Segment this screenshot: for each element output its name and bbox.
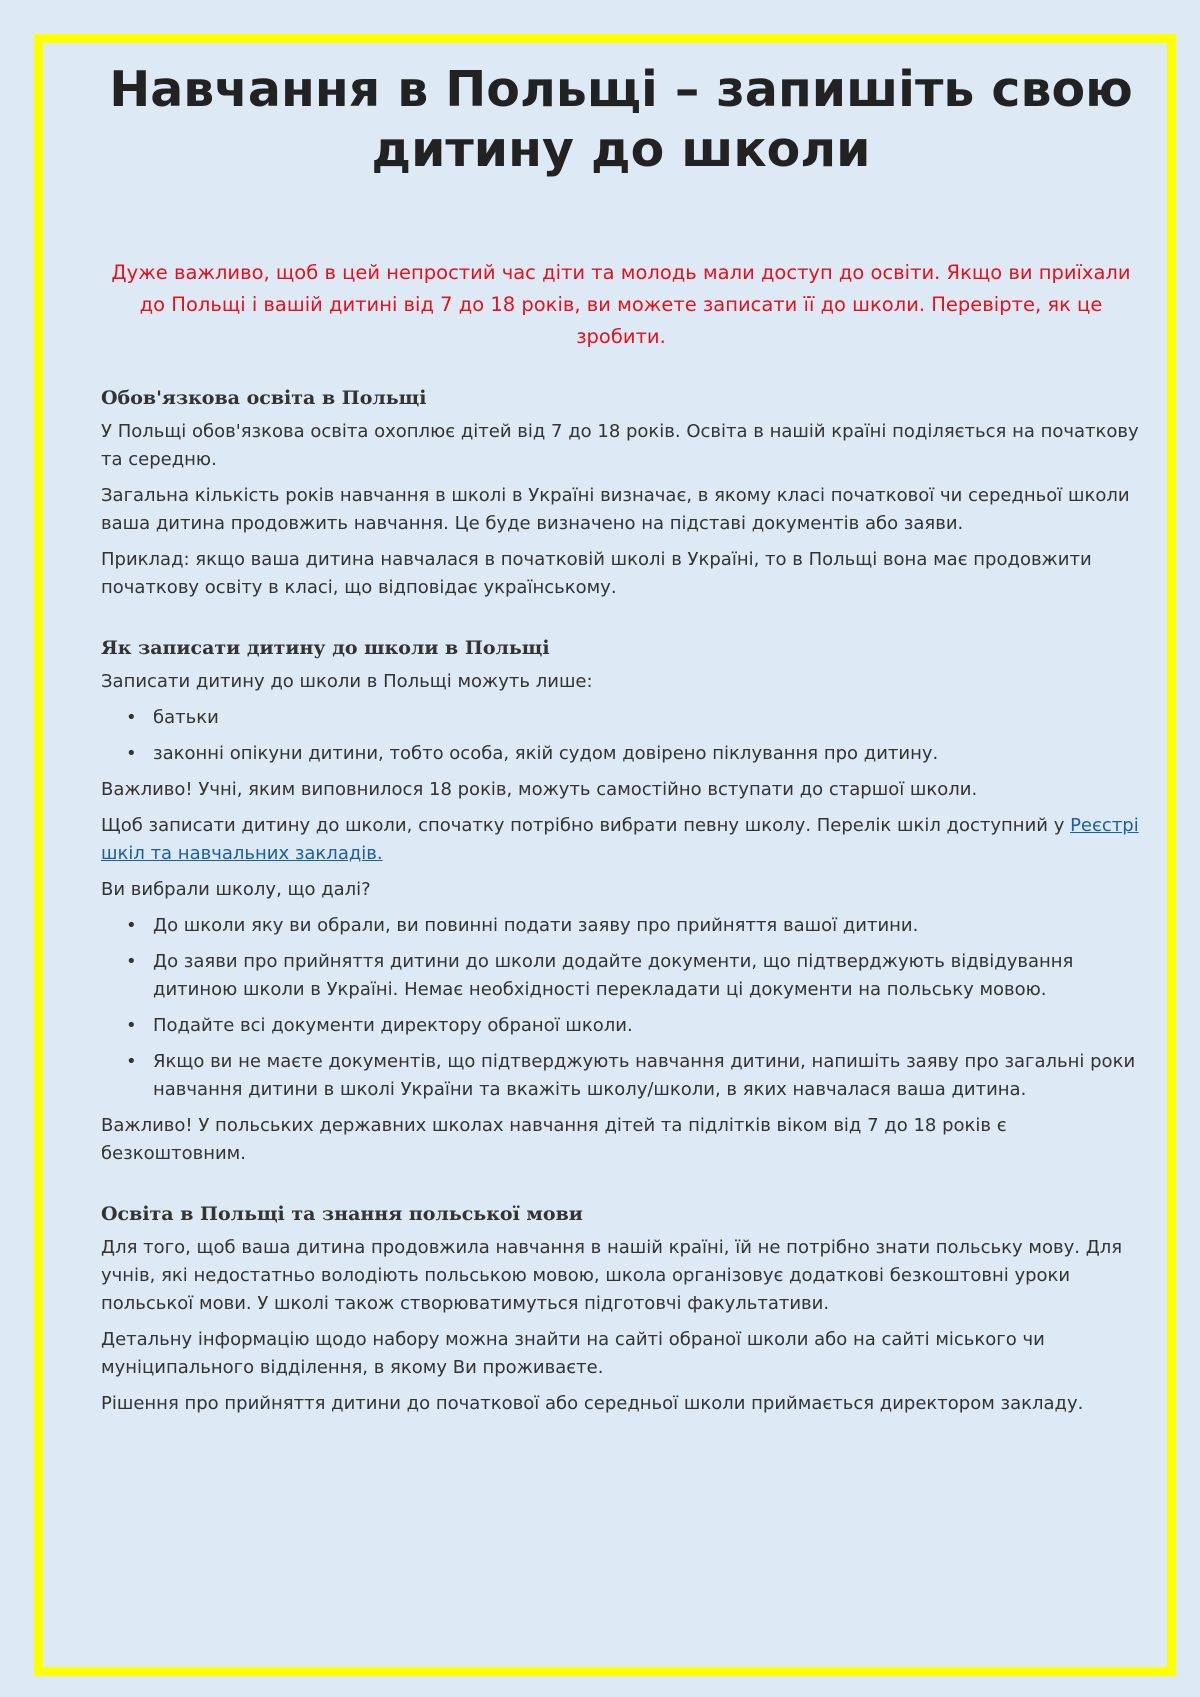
choose-school-paragraph: Щоб записати дитину до школи, спочатку потрібно вибрати певну школу. Перелік шкіл доступний у Реєстрі шкіл та навчальних закладів. xyxy=(101,815,1139,864)
bullet-icon: • xyxy=(126,951,137,972)
important-age-note: Важливо! Учні, яким виповнилося 18 років, можуть самостійно вступати до старшої школи. xyxy=(101,779,978,800)
bullet-icon: • xyxy=(126,915,137,936)
bullet-icon: • xyxy=(126,743,137,764)
schools-registry-link[interactable]: Реєстрі шкіл та навчальних закладів. xyxy=(101,815,1139,864)
bullet-icon: • xyxy=(126,1051,137,1072)
compulsory-education-paragraph: У Польщі обов'язкова освіта охоплює дітей від 7 до 18 років. Освіта в нашій країні поділяється на початкову та середню. xyxy=(101,421,1139,470)
list-item: • До заяви про прийняття дитини до школи додайте документи, що підтверджують відвідування дитиною школи в Україні. Немає необхідності перекладати ці документи на польську мовою. xyxy=(101,948,1141,1004)
list-item: • Подайте всі документи директору обраної школи. xyxy=(101,1012,1141,1040)
list-item: • батьки xyxy=(101,704,1141,732)
page-title: Навчання в Польщі – запишіть свою дитину до школи xyxy=(109,61,1133,178)
lead-paragraph: Дуже важливо, щоб в цей непростий час діти та молодь мали доступ до освіти. Якщо ви приїхали до Польщі і вашій дитині від 7 до 18 років, ви можете записати її до школи. Перевірте, як це зробити. xyxy=(111,261,1131,348)
list-item: • До школи яку ви обрали, ви повинні подати заяву про прийняття вашої дитини. xyxy=(101,912,1141,940)
years-of-study-paragraph: Загальна кількість років навчання в школі в Україні визначає, в якому класі початкової чи середньої школи ваша дитина продовжить навчання. Це буде визначено на підставі документів або заяви. xyxy=(101,485,1130,534)
important-free-education-note: Важливо! У польських державних школах навчання дітей та підлітків віком від 7 до 18 років є безкоштовним. xyxy=(101,1115,1007,1164)
section-heading-polish-language: Освіта в Польщі та знання польської мови xyxy=(101,1203,583,1225)
enrollment-info-paragraph: Детальну інформацію щодо набору можна знайти на сайті обраної школи або на сайті міського чи муніципального відділення, в якому Ви проживаєте. xyxy=(101,1329,1045,1378)
next-steps-list xyxy=(101,912,1141,1104)
admission-decision-paragraph: Рішення про прийняття дитини до початкової або середньої школи приймається директором закладу. xyxy=(101,1393,1084,1414)
section-heading-compulsory-education: Обов'язкова освіта в Польщі xyxy=(101,387,427,409)
page-content xyxy=(101,60,1141,1418)
bullet-icon: • xyxy=(126,707,137,728)
who-can-enroll-list xyxy=(101,704,1141,768)
bullet-icon: • xyxy=(126,1015,137,1036)
list-item: • Якщо ви не маєте документів, що підтверджують навчання дитини, напишіть заяву про загальні роки навчання дитини в школі України та вкажіть школу/школи, в яких навчалася ваша дитина. xyxy=(101,1048,1141,1104)
polish-language-paragraph: Для того, щоб ваша дитина продовжила навчання в нашій країні, їй не потрібно знати польську мову. Для учнів, які недостатньо володіють польською мовою, школа організовує додаткові безкоштовні уроки польської мови. У школі також створюватимуться підготовчі факультативи. xyxy=(101,1237,1123,1314)
example-paragraph: Приклад: якщо ваша дитина навчалася в початковій школі в Україні, то в Польщі вона має продовжити початкову освіту в класі, що відповідає українському. xyxy=(101,549,1092,598)
next-steps-question: Ви вибрали школу, що далі? xyxy=(101,879,371,900)
list-item: • законні опікуни дитини, тобто особа, якій судом довірено піклування про дитину. xyxy=(101,740,1141,768)
who-can-enroll-paragraph: Записати дитину до школи в Польщі можуть лише: xyxy=(101,671,593,692)
section-heading-how-to-enroll: Як записати дитину до школи в Польщі xyxy=(101,637,550,659)
